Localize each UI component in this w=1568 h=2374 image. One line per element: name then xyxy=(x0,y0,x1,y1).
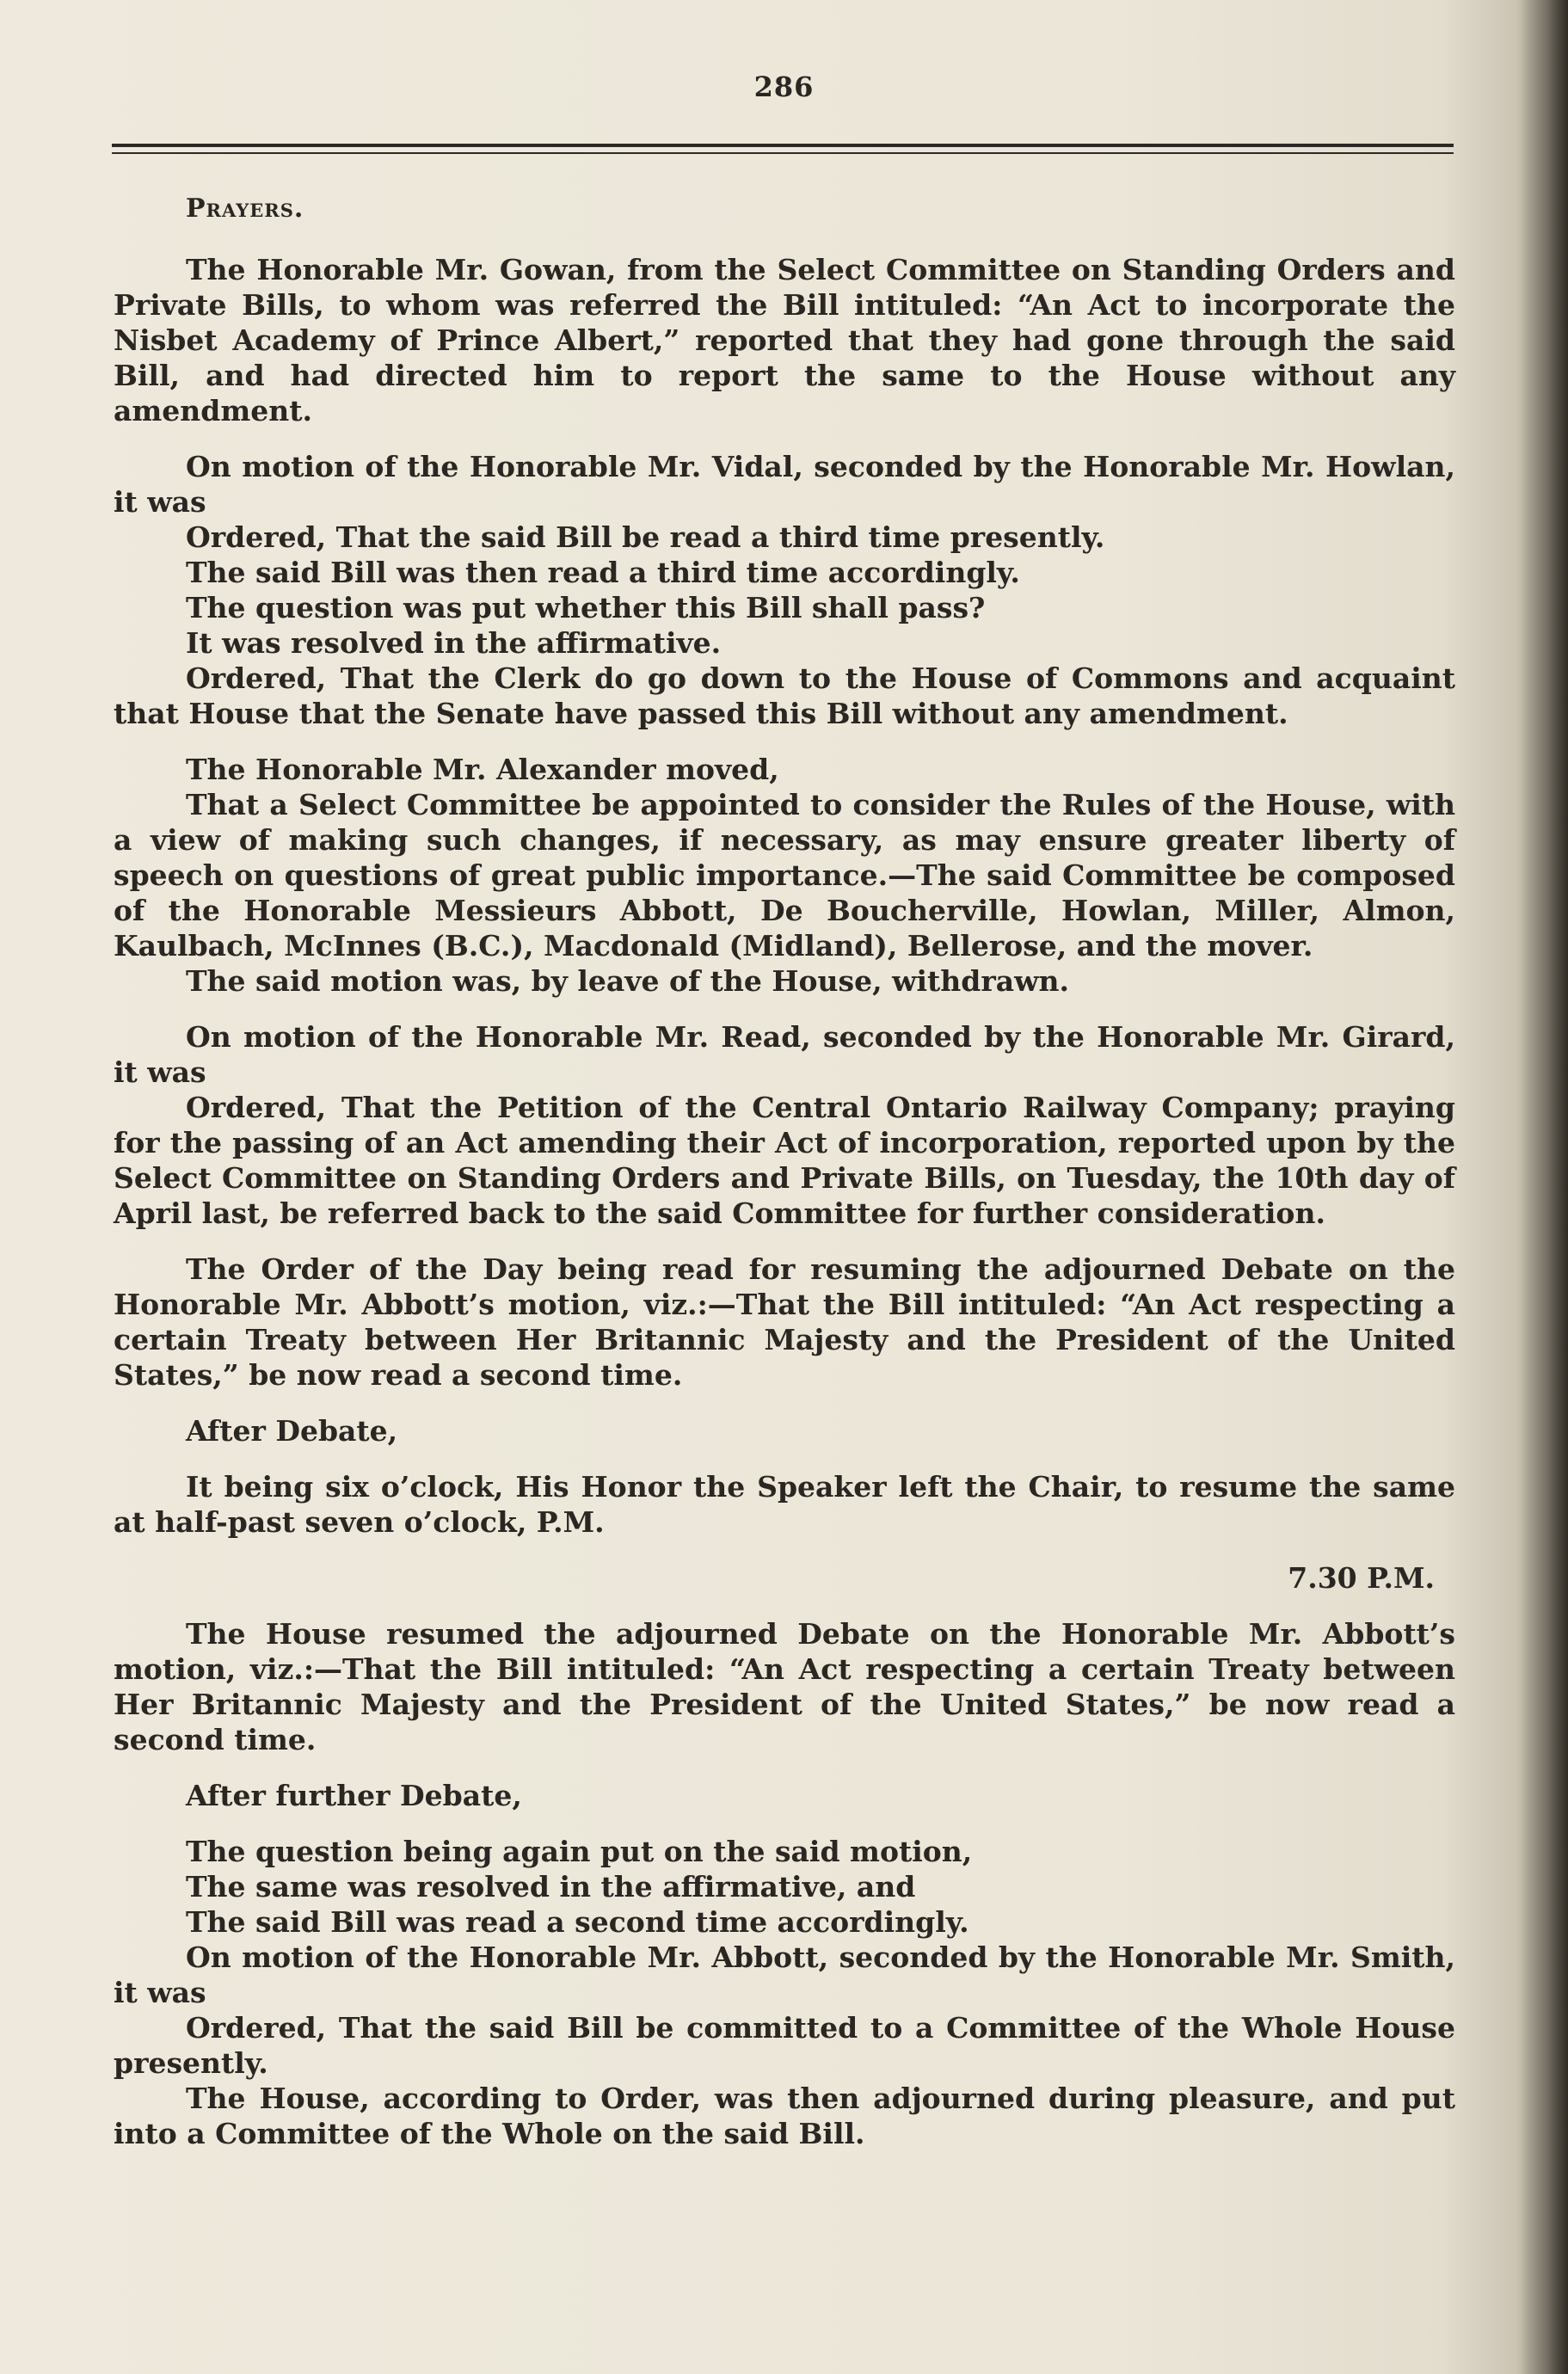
paragraph: Ordered, That the Petition of the Central Ontario Railway Company; praying for the passing of an Act amending their Act of incorporation, reported upon by the Select Committee on Standing Orders and Private Bills, on Tuesday, the 10th day of April last, be referred back to the said Committee for further consideration. xyxy=(114,1091,1455,1230)
paragraph: Ordered, That the Clerk do go down to the House of Commons and acquaint that House that the Senate have passed this Bill without any amendment. xyxy=(114,661,1455,730)
paragraph: The question being again put on the said motion, xyxy=(186,1835,973,1868)
header-rule xyxy=(112,144,1454,147)
paragraph: On motion of the Honorable Mr. Read, seconded by the Honorable Mr. Girard, it was xyxy=(114,1020,1455,1089)
paragraph: The House, according to Order, was then adjourned during pleasure, and put into a Committee of the Whole on the said Bill. xyxy=(114,2082,1455,2150)
paragraph: The said Bill was read a second time accordingly. xyxy=(186,1905,969,1939)
paragraph: On motion of the Honorable Mr. Vidal, seconded by the Honorable Mr. Howlan, it was xyxy=(114,450,1455,519)
paragraph: Ordered, That the said Bill be committed to a Committee of the Whole House presently. xyxy=(114,2011,1455,2080)
time-mark: 7.30 P.M. xyxy=(1288,1561,1435,1595)
paragraph: The said motion was, by leave of the House, withdrawn. xyxy=(186,964,1070,998)
paragraph: After Debate, xyxy=(186,1414,398,1448)
header-rule-thin xyxy=(112,152,1454,154)
page-body xyxy=(114,191,1455,2172)
paragraph: Ordered, That the said Bill be read a third time presently. xyxy=(186,520,1105,554)
paragraph: That a Select Committee be appointed to consider the Rules of the House, with a view of making such changes, if necessary, as may ensure greater liberty of speech on questions of great public importance.—The said Committee be composed of the Honorable Messieurs Abbott, De Boucherville, Howlan, Miller, Almon, Kaulbach, McInnes (B.C.), Macdonald (Midland), Bellerose, and the mover. xyxy=(114,788,1455,963)
paragraph: It being six o’clock, His Honor the Speaker left the Chair, to resume the same at half-past seven o’clock, P.M. xyxy=(114,1470,1455,1539)
paragraph-block xyxy=(114,1834,1455,2151)
paragraph: The Order of the Day being read for resuming the adjourned Debate on the Honorable Mr. Abbott’s motion, viz.:—That the Bill intituled: “An Act respecting a certain Treaty between Her Britannic Majesty and the President of the United States,” be now read a second time. xyxy=(114,1252,1455,1392)
paragraph: After further Debate, xyxy=(186,1779,522,1812)
paragraph: The Honorable Mr. Gowan, from the Select Committee on Standing Orders and Private Bills, to whom was referred the Bill intituled: “An Act to incorporate the Nisbet Academy of Prince Albert,” reported that they had gone through the said Bill, and had directed him to report the same to the House without any amendment. xyxy=(114,253,1455,427)
paragraph: The question was put whether this Bill shall pass? xyxy=(186,591,986,624)
paragraph-block xyxy=(114,449,1455,731)
paragraph: The Honorable Mr. Alexander moved, xyxy=(186,753,779,786)
paragraph-block xyxy=(114,1252,1455,1393)
page-number: 286 xyxy=(753,71,815,103)
section-heading: Prayers. xyxy=(186,194,304,224)
paragraph-block xyxy=(114,1616,1455,1757)
paragraph-block xyxy=(114,1019,1455,1231)
paragraph: It was resolved in the affirmative. xyxy=(186,626,722,660)
paragraph-block xyxy=(114,252,1455,428)
binding-edge-shadow xyxy=(1516,0,1568,2374)
paragraph: On motion of the Honorable Mr. Abbott, seconded by the Honorable Mr. Smith, it was xyxy=(114,1940,1455,2009)
paragraph-block xyxy=(114,1413,1455,1448)
paragraph: The same was resolved in the affirmative, and xyxy=(186,1870,916,1904)
paragraph: The House resumed the adjourned Debate on the Honorable Mr. Abbott’s motion, viz.:—That the Bill intituled: “An Act respecting a certain Treaty between Her Britannic Majesty and the President of the United States,” be now read a second time. xyxy=(114,1617,1455,1756)
paragraph-block xyxy=(114,752,1455,999)
paragraph-block xyxy=(114,1469,1455,1540)
paragraph: The said Bill was then read a third time accordingly. xyxy=(186,556,1020,589)
paragraph-block xyxy=(114,1778,1455,1813)
